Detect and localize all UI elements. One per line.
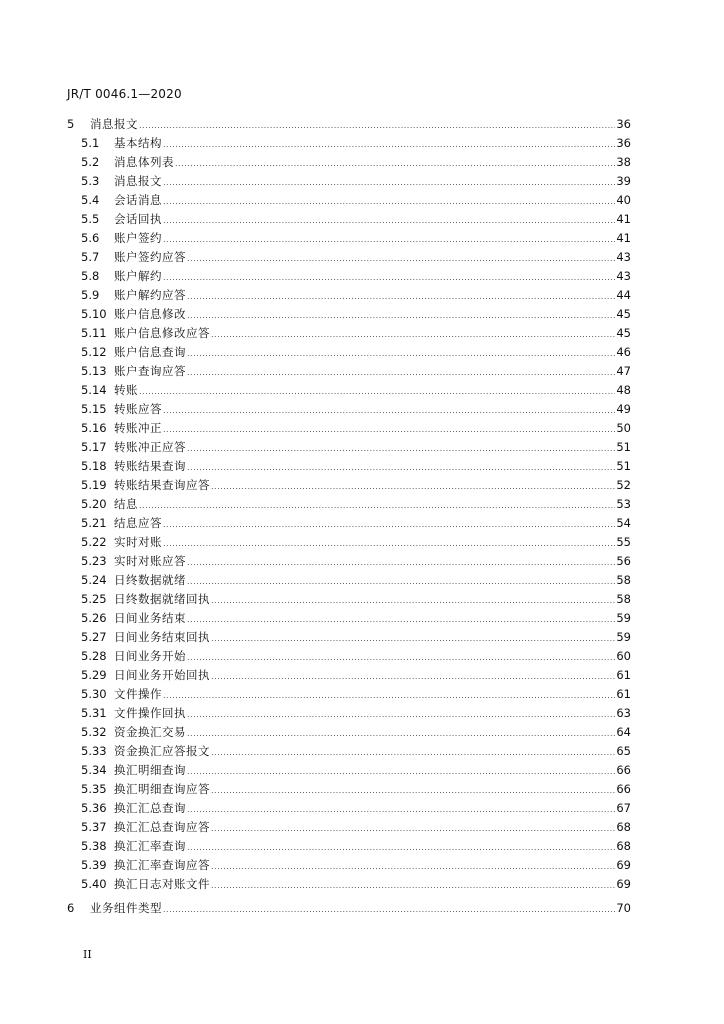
toc-entry[interactable] <box>67 401 631 420</box>
toc-dot-leader <box>187 554 615 568</box>
toc-entry[interactable] <box>67 306 631 325</box>
toc-entry-page: 55 <box>616 535 631 549</box>
toc-entry-page: 54 <box>616 516 631 530</box>
toc-entry-title: 日间业务开始回执 <box>114 668 210 682</box>
page-number: II <box>83 948 92 961</box>
toc-entry-number: 6 <box>67 901 75 915</box>
toc-entry-page: 38 <box>616 155 631 169</box>
toc-dot-leader <box>187 307 615 321</box>
toc-dot-leader <box>163 535 615 549</box>
toc-entry-number: 5.7 <box>81 250 100 264</box>
toc-entry-title: 实时对账应答 <box>114 554 186 568</box>
toc-entry[interactable] <box>67 154 631 173</box>
toc-entry-number: 5.9 <box>81 288 100 302</box>
toc-entry[interactable] <box>67 116 631 135</box>
toc-entry-title: 账户签约应答 <box>114 250 186 264</box>
toc-entry[interactable] <box>67 838 631 857</box>
toc-entry-page: 68 <box>616 839 631 853</box>
toc-entry-page: 65 <box>616 744 631 758</box>
toc-entry-number: 5.33 <box>81 744 107 758</box>
toc-entry-number: 5.2 <box>81 155 100 169</box>
toc-entry[interactable] <box>67 496 631 515</box>
toc-entry[interactable] <box>67 800 631 819</box>
toc-entry-number: 5.30 <box>81 687 107 701</box>
toc-entry-title: 账户解约应答 <box>114 288 186 302</box>
toc-entry-title: 账户解约 <box>114 269 162 283</box>
toc-entry-title: 结息应答 <box>114 516 162 530</box>
toc-entry-page: 59 <box>616 611 631 625</box>
toc-dot-leader <box>163 402 615 416</box>
toc-entry[interactable] <box>67 211 631 230</box>
toc-entry-number: 5.23 <box>81 554 107 568</box>
toc-entry-title: 日终数据就绪回执 <box>114 592 210 606</box>
toc-entry-number: 5.40 <box>81 877 107 891</box>
toc-entry[interactable] <box>67 762 631 781</box>
toc-entry-page: 47 <box>616 364 631 378</box>
toc-entry-number: 5.27 <box>81 630 107 644</box>
toc-entry[interactable] <box>67 705 631 724</box>
toc-entry[interactable] <box>67 382 631 401</box>
toc-entry-title: 日间业务开始 <box>114 649 186 663</box>
toc-dot-leader <box>187 345 615 359</box>
toc-entry[interactable] <box>67 857 631 876</box>
toc-entry[interactable] <box>67 648 631 667</box>
toc-dot-leader <box>163 901 615 915</box>
toc-dot-leader <box>187 250 615 264</box>
toc-entry-page: 49 <box>616 402 631 416</box>
toc-entry[interactable] <box>67 781 631 800</box>
toc-entry-page: 56 <box>616 554 631 568</box>
toc-entry-title: 文件操作 <box>114 687 162 701</box>
toc-entry-title: 账户信息修改 <box>114 307 186 321</box>
toc-entry-number: 5.4 <box>81 193 100 207</box>
toc-entry-page: 69 <box>616 858 631 872</box>
toc-entry-page: 39 <box>616 174 631 188</box>
toc-dot-leader <box>211 668 615 682</box>
toc-dot-leader <box>187 288 615 302</box>
toc-entry[interactable] <box>67 287 631 306</box>
toc-entry-number: 5.38 <box>81 839 107 853</box>
toc-entry[interactable] <box>67 230 631 249</box>
toc-dot-leader <box>139 497 615 511</box>
toc-entry-page: 59 <box>616 630 631 644</box>
toc-entry-title: 转账冲正应答 <box>114 440 186 454</box>
toc-dot-leader <box>187 801 615 815</box>
document-header-standard-id: JR/T 0046.1—2020 <box>67 87 182 101</box>
toc-entry-number: 5.29 <box>81 668 107 682</box>
toc-entry-title: 消息体列表 <box>114 155 174 169</box>
toc-dot-leader <box>187 611 615 625</box>
toc-entry[interactable] <box>67 534 631 553</box>
toc-entry[interactable] <box>67 477 631 496</box>
toc-entry-page: 63 <box>616 706 631 720</box>
toc-dot-leader <box>163 231 615 245</box>
toc-entry-page: 70 <box>616 901 631 915</box>
toc-dot-leader <box>163 269 615 283</box>
toc-entry[interactable] <box>67 610 631 629</box>
toc-entry-title: 账户查询应答 <box>114 364 186 378</box>
toc-entry-number: 5.31 <box>81 706 107 720</box>
toc-entry-title: 业务组件类型 <box>90 901 162 915</box>
toc-entry-title: 日终数据就绪 <box>114 573 186 587</box>
toc-dot-leader <box>187 573 615 587</box>
toc-entry-number: 5.20 <box>81 497 107 511</box>
toc-entry-page: 52 <box>616 478 631 492</box>
toc-entry-page: 64 <box>616 725 631 739</box>
toc-dot-leader <box>163 212 615 226</box>
toc-entry-title: 会话消息 <box>114 193 162 207</box>
toc-entry-page: 69 <box>616 877 631 891</box>
toc-dot-leader <box>211 478 615 492</box>
toc-entry-title: 消息报文 <box>114 174 162 188</box>
toc-entry[interactable] <box>67 876 631 895</box>
toc-entry[interactable] <box>67 439 631 458</box>
toc-dot-leader <box>187 649 615 663</box>
toc-entry[interactable] <box>67 249 631 268</box>
toc-entry-number: 5.28 <box>81 649 107 663</box>
toc-dot-leader <box>163 174 615 188</box>
toc-entry-page: 41 <box>616 212 631 226</box>
toc-dot-leader <box>163 421 615 435</box>
toc-dot-leader <box>187 725 615 739</box>
toc-entry-number: 5.22 <box>81 535 107 549</box>
toc-entry-page: 51 <box>616 440 631 454</box>
toc-entry[interactable] <box>67 900 631 919</box>
toc-entry-page: 36 <box>616 117 631 131</box>
toc-entry[interactable] <box>67 553 631 572</box>
toc-dot-leader <box>211 877 615 891</box>
toc-entry-number: 5.13 <box>81 364 107 378</box>
toc-entry-title: 换汇汇总查询应答 <box>114 820 210 834</box>
toc-entry-title: 换汇明细查询 <box>114 763 186 777</box>
toc-entry[interactable] <box>67 344 631 363</box>
toc-entry-title: 会话回执 <box>114 212 162 226</box>
toc-dot-leader <box>163 687 615 701</box>
toc-entry[interactable] <box>67 819 631 838</box>
toc-entry-number: 5.12 <box>81 345 107 359</box>
toc-entry[interactable] <box>67 363 631 382</box>
toc-entry-title: 结息 <box>114 497 138 511</box>
toc-entry[interactable] <box>67 135 631 154</box>
toc-entry-title: 转账应答 <box>114 402 162 416</box>
toc-entry-number: 5.8 <box>81 269 100 283</box>
toc-entry-page: 41 <box>616 231 631 245</box>
toc-entry-page: 43 <box>616 250 631 264</box>
toc-entry-number: 5.24 <box>81 573 107 587</box>
toc-entry-number: 5.14 <box>81 383 107 397</box>
toc-entry-page: 46 <box>616 345 631 359</box>
toc-dot-leader <box>211 630 615 644</box>
toc-dot-leader <box>211 744 615 758</box>
toc-entry-title: 日间业务结束 <box>114 611 186 625</box>
toc-dot-leader <box>187 459 615 473</box>
toc-dot-leader <box>211 858 615 872</box>
toc-entry-page: 45 <box>616 307 631 321</box>
toc-entry-title: 资金换汇交易 <box>114 725 186 739</box>
toc-entry-number: 5.35 <box>81 782 107 796</box>
toc-entry-title: 基本结构 <box>114 136 162 150</box>
toc-entry-title: 消息报文 <box>90 117 138 131</box>
toc-entry[interactable] <box>67 515 631 534</box>
toc-entry-number: 5.17 <box>81 440 107 454</box>
toc-entry-page: 66 <box>616 782 631 796</box>
toc-entry[interactable] <box>67 572 631 591</box>
toc-dot-leader <box>187 763 615 777</box>
toc-entry[interactable] <box>67 173 631 192</box>
toc-dot-leader <box>211 326 615 340</box>
toc-entry-title: 日间业务结束回执 <box>114 630 210 644</box>
toc-entry-page: 51 <box>616 459 631 473</box>
toc-entry[interactable] <box>67 591 631 610</box>
toc-entry-title: 账户信息查询 <box>114 345 186 359</box>
toc-dot-leader <box>211 782 615 796</box>
toc-entry[interactable] <box>67 743 631 762</box>
toc-entry-number: 5.1 <box>81 136 100 150</box>
toc-entry-title: 换汇日志对账文件 <box>114 877 210 891</box>
toc-entry-page: 58 <box>616 592 631 606</box>
toc-entry[interactable] <box>67 686 631 705</box>
toc-entry-number: 5.19 <box>81 478 107 492</box>
toc-dot-leader <box>163 516 615 530</box>
toc-entry-number: 5.5 <box>81 212 100 226</box>
toc-dot-leader <box>187 839 615 853</box>
toc-entry-title: 账户签约 <box>114 231 162 245</box>
toc-entry-number: 5.15 <box>81 402 107 416</box>
toc-dot-leader <box>187 364 615 378</box>
toc-entry-title: 换汇明细查询应答 <box>114 782 210 796</box>
toc-entry-page: 60 <box>616 649 631 663</box>
toc-entry-number: 5.21 <box>81 516 107 530</box>
toc-entry-number: 5.10 <box>81 307 107 321</box>
toc-entry-number: 5.39 <box>81 858 107 872</box>
toc-entry-number: 5.37 <box>81 820 107 834</box>
toc-entry-title: 转账 <box>114 383 138 397</box>
toc-dot-leader <box>187 440 615 454</box>
toc-entry-page: 53 <box>616 497 631 511</box>
toc-entry-number: 5.34 <box>81 763 107 777</box>
toc-entry-page: 36 <box>616 136 631 150</box>
toc-entry-page: 61 <box>616 687 631 701</box>
toc-entry-title: 转账冲正 <box>114 421 162 435</box>
toc-dot-leader <box>187 706 615 720</box>
toc-entry-number: 5.11 <box>81 326 107 340</box>
toc-entry-number: 5.16 <box>81 421 107 435</box>
toc-entry-page: 66 <box>616 763 631 777</box>
toc-entry[interactable] <box>67 724 631 743</box>
toc-entry-title: 转账结果查询应答 <box>114 478 210 492</box>
toc-entry[interactable] <box>67 629 631 648</box>
toc-dot-leader <box>175 155 615 169</box>
toc-dot-leader <box>163 136 615 150</box>
toc-entry-title: 实时对账 <box>114 535 162 549</box>
toc-entry-title: 账户信息修改应答 <box>114 326 210 340</box>
table-of-contents <box>67 116 631 919</box>
toc-entry[interactable] <box>67 192 631 211</box>
toc-entry-page: 44 <box>616 288 631 302</box>
toc-dot-leader <box>139 117 615 131</box>
toc-entry[interactable] <box>67 268 631 287</box>
toc-entry-title: 转账结果查询 <box>114 459 186 473</box>
toc-entry-title: 换汇汇总查询 <box>114 801 186 815</box>
toc-entry-title: 换汇汇率查询应答 <box>114 858 210 872</box>
toc-dot-leader <box>139 383 615 397</box>
toc-entry-title: 文件操作回执 <box>114 706 186 720</box>
toc-entry-number: 5.6 <box>81 231 100 245</box>
toc-entry[interactable] <box>67 458 631 477</box>
toc-entry-page: 40 <box>616 193 631 207</box>
toc-entry-number: 5.26 <box>81 611 107 625</box>
toc-dot-leader <box>211 820 615 834</box>
toc-entry-page: 48 <box>616 383 631 397</box>
toc-entry-number: 5.18 <box>81 459 107 473</box>
toc-entry[interactable] <box>67 325 631 344</box>
toc-entry-page: 68 <box>616 820 631 834</box>
toc-entry-number: 5 <box>67 117 75 131</box>
toc-entry-number: 5.3 <box>81 174 100 188</box>
toc-entry-number: 5.36 <box>81 801 107 815</box>
toc-entry-page: 50 <box>616 421 631 435</box>
toc-entry-number: 5.32 <box>81 725 107 739</box>
toc-entry[interactable] <box>67 420 631 439</box>
toc-entry[interactable] <box>67 667 631 686</box>
toc-entry-page: 43 <box>616 269 631 283</box>
toc-entry-number: 5.25 <box>81 592 107 606</box>
toc-entry-page: 67 <box>616 801 631 815</box>
toc-dot-leader <box>211 592 615 606</box>
toc-entry-page: 58 <box>616 573 631 587</box>
toc-entry-title: 资金换汇应答报文 <box>114 744 210 758</box>
toc-dot-leader <box>163 193 615 207</box>
toc-entry-page: 61 <box>616 668 631 682</box>
toc-entry-page: 45 <box>616 326 631 340</box>
toc-entry-title: 换汇汇率查询 <box>114 839 186 853</box>
